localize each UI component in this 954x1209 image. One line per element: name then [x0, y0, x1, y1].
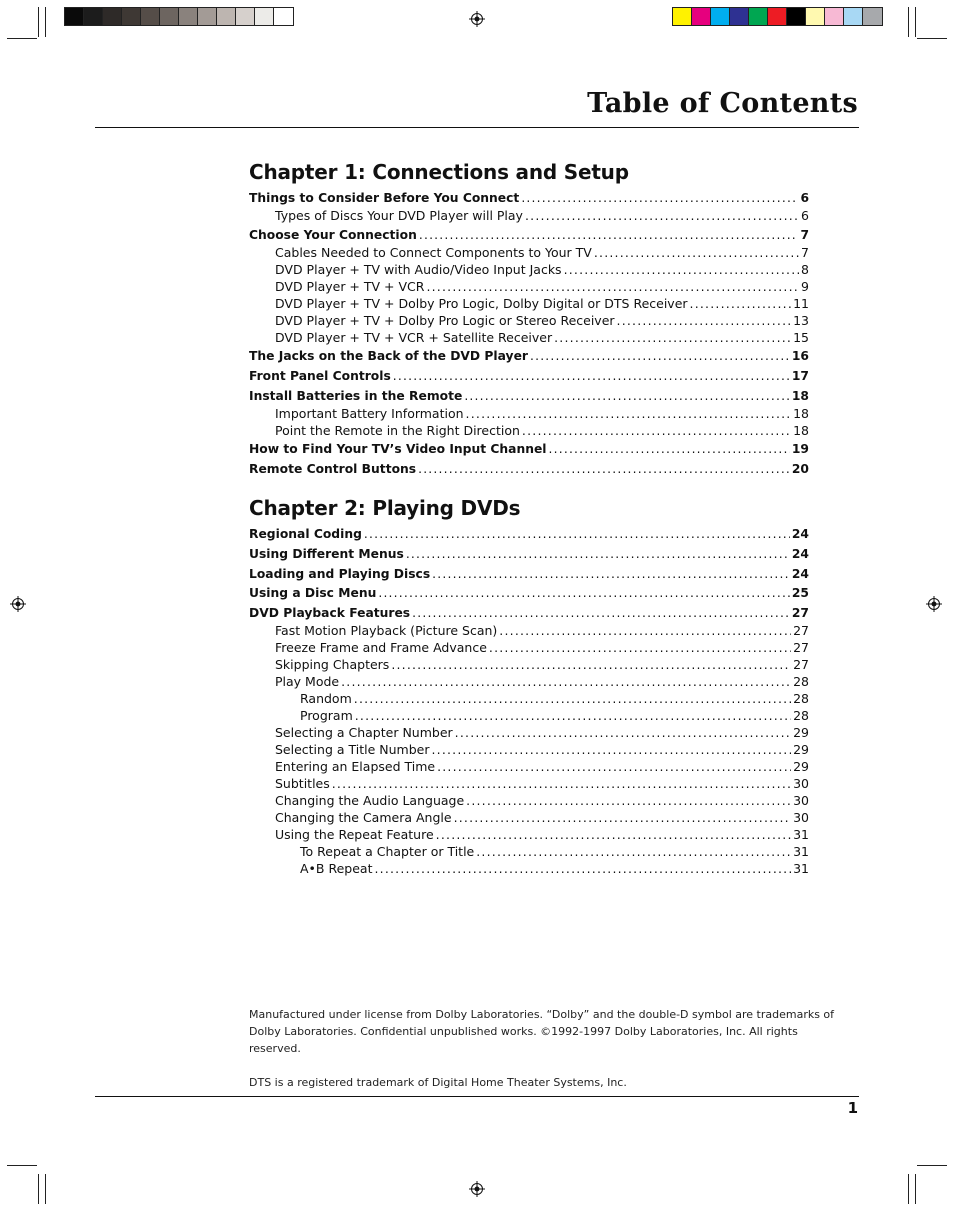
toc-entry-page: 19: [791, 442, 809, 457]
toc-entry-label: Choose Your Connection: [249, 227, 417, 242]
footer-rule: [95, 1096, 859, 1097]
gray-swatch: [84, 8, 103, 25]
dts-trademark-notice: DTS is a registered trademark of Digital Home Theater Systems, Inc.: [249, 1076, 627, 1089]
gray-swatch: [217, 8, 236, 25]
toc-entry-page: 27: [793, 656, 809, 672]
color-swatch: [806, 8, 825, 25]
dot-leader: [341, 673, 791, 690]
toc-entry-label: DVD Player + TV + VCR: [275, 278, 425, 294]
grayscale-calibration-bar: [64, 7, 294, 26]
toc-entry[interactable]: [249, 261, 809, 278]
gray-swatch: [141, 8, 160, 25]
dot-leader: [466, 405, 792, 422]
toc-entry-page: 24: [791, 546, 809, 561]
toc-entry-label: Types of Discs Your DVD Player will Play: [275, 208, 523, 223]
toc-entry[interactable]: [249, 775, 809, 792]
toc-entry[interactable]: [249, 422, 809, 439]
registration-mark-icon: [469, 1181, 485, 1197]
color-swatch: [844, 8, 863, 25]
toc-entry-page: 29: [793, 758, 809, 774]
toc-entry[interactable]: [249, 278, 809, 295]
toc-entry[interactable]: [249, 639, 809, 656]
toc-entry-page: 30: [793, 809, 809, 825]
table-of-contents: [249, 158, 809, 893]
toc-entry-page: 25: [791, 586, 809, 601]
toc-entry[interactable]: [249, 843, 809, 860]
dot-leader: [437, 758, 791, 775]
dolby-trademark-notice: Manufactured under license from Dolby Laboratories. “Dolby” and the double-D symbol are trademarks of Dolby Laboratories. Confidential unpublished works. ©1992-1997 Dolby Laboratories, Inc. All rights reserved.: [249, 1008, 835, 1055]
gray-swatch: [255, 8, 274, 25]
toc-entry-page: 24: [791, 566, 809, 581]
dot-leader: [489, 639, 791, 656]
dot-leader: [594, 244, 799, 261]
toc-entry-page: 30: [793, 792, 809, 808]
dot-leader: [530, 348, 790, 365]
toc-entry-label: Random: [300, 690, 352, 706]
toc-entry-label: DVD Player + TV + Dolby Pro Logic or Stereo Receiver: [275, 312, 615, 328]
chapter-heading: Chapter 1: Connections and Setup: [249, 160, 629, 184]
toc-entry-label: DVD Playback Features: [249, 605, 411, 620]
dot-leader: [499, 622, 791, 639]
toc-entry-label: A•B Repeat: [300, 860, 373, 876]
toc-entry-label: Fast Motion Playback (Picture Scan): [275, 622, 498, 638]
toc-entry-page: 24: [791, 527, 809, 542]
toc-entry-page: 6: [801, 208, 809, 223]
toc-entry-label: Remote Control Buttons: [249, 462, 417, 477]
color-calibration-bar: [672, 7, 883, 26]
toc-entry-page: 8: [801, 261, 809, 277]
toc-entry[interactable]: [249, 758, 809, 775]
toc-entry-label: Cables Needed to Connect Components to Your TV: [275, 244, 592, 260]
toc-entry-page: 7: [800, 227, 809, 242]
dot-leader: [690, 295, 792, 312]
toc-entry-page: 27: [793, 639, 809, 655]
toc-entry-page: 28: [793, 690, 809, 706]
toc-entry-label: Install Batteries in the Remote: [249, 388, 463, 403]
dot-leader: [464, 388, 790, 405]
dot-leader: [476, 843, 791, 860]
toc-entry-label: Important Battery Information: [275, 405, 464, 421]
toc-entry[interactable]: [249, 207, 809, 224]
toc-entry-page: 11: [793, 295, 809, 311]
toc-entry-page: 18: [793, 405, 809, 421]
toc-entry-label: Front Panel Controls: [249, 369, 391, 384]
toc-entry[interactable]: [249, 792, 809, 809]
color-swatch: [863, 8, 882, 25]
toc-entry[interactable]: [249, 860, 809, 877]
registration-mark-icon: [469, 11, 485, 27]
toc-entry[interactable]: [249, 690, 809, 707]
color-swatch: [730, 8, 749, 25]
toc-entry[interactable]: [249, 605, 809, 622]
dot-leader: [393, 368, 790, 385]
dot-leader: [617, 312, 792, 329]
dot-leader: [412, 605, 790, 622]
dot-leader: [418, 461, 790, 478]
toc-entry[interactable]: [249, 741, 809, 758]
toc-entry-label: Selecting a Title Number: [275, 741, 430, 757]
toc-entry-label: Selecting a Chapter Number: [275, 724, 453, 740]
toc-entry-label: DVD Player + TV + Dolby Pro Logic, Dolby Digital or DTS Receiver: [275, 295, 688, 311]
toc-entry-label: Subtitles: [275, 775, 330, 791]
dot-leader: [431, 741, 791, 758]
toc-entry[interactable]: [249, 190, 809, 207]
gray-swatch: [65, 8, 84, 25]
dot-leader: [525, 207, 799, 224]
chapter-heading: Chapter 2: Playing DVDs: [249, 496, 521, 521]
toc-entry[interactable]: [249, 526, 809, 543]
toc-entry-label: DVD Player + TV + VCR + Satellite Receiver: [275, 329, 553, 345]
dot-leader: [378, 585, 790, 602]
toc-entry-label: To Repeat a Chapter or Title: [300, 843, 475, 859]
toc-entry-label: How to Find Your TV’s Video Input Channel: [249, 442, 547, 457]
color-swatch: [787, 8, 806, 25]
toc-entry[interactable]: [249, 368, 809, 385]
toc-entry-label: Using Different Menus: [249, 546, 404, 561]
dot-leader: [364, 526, 790, 543]
toc-entry[interactable]: [249, 295, 809, 312]
toc-entry[interactable]: [249, 546, 809, 563]
toc-entry[interactable]: [249, 826, 809, 843]
toc-entry-label: Changing the Audio Language: [275, 792, 465, 808]
toc-entry-label: Loading and Playing Discs: [249, 566, 431, 581]
toc-entry-label: Regional Coding: [249, 527, 362, 542]
registration-mark-icon: [10, 596, 26, 612]
page-number: 1: [847, 1099, 858, 1117]
toc-entry-label: Play Mode: [275, 673, 340, 689]
toc-entry-page: 28: [793, 707, 809, 723]
color-swatch: [768, 8, 787, 25]
toc-entry-page: 27: [791, 605, 809, 620]
toc-entry-page: 29: [793, 741, 809, 757]
toc-entry-page: 27: [793, 622, 809, 638]
toc-entry[interactable]: [249, 312, 809, 329]
toc-entry[interactable]: [249, 405, 809, 422]
gray-swatch: [179, 8, 198, 25]
gray-swatch: [160, 8, 179, 25]
toc-entry[interactable]: [249, 707, 809, 724]
gray-swatch: [103, 8, 122, 25]
toc-entry[interactable]: [249, 461, 809, 478]
dot-leader: [419, 227, 799, 244]
toc-entry-page: 16: [791, 349, 809, 364]
toc-entry-page: 28: [793, 673, 809, 689]
toc-entry-label: Point the Remote in the Right Direction: [275, 422, 520, 438]
dot-leader: [332, 775, 791, 792]
gray-swatch: [274, 8, 293, 25]
dot-leader: [436, 826, 791, 843]
dot-leader: [374, 860, 791, 877]
toc-entry[interactable]: [249, 585, 809, 602]
toc-entry-label: Using the Repeat Feature: [275, 826, 434, 842]
header-rule: [95, 127, 859, 128]
dot-leader: [521, 190, 798, 207]
toc-entry-page: 6: [800, 191, 809, 205]
toc-entry-page: 29: [793, 724, 809, 740]
toc-entry-label: Freeze Frame and Frame Advance: [275, 639, 487, 655]
toc-entry[interactable]: [249, 724, 809, 741]
gray-swatch: [198, 8, 217, 25]
toc-entry-label: The Jacks on the Back of the DVD Player: [249, 349, 528, 364]
color-swatch: [711, 8, 730, 25]
color-swatch: [749, 8, 768, 25]
toc-entry-label: Changing the Camera Angle: [275, 809, 452, 825]
toc-entry-label: Things to Consider Before You Connect: [249, 191, 520, 205]
toc-entry-page: 7: [801, 244, 809, 260]
color-swatch: [692, 8, 711, 25]
toc-entry-page: 15: [793, 329, 809, 345]
color-swatch: [825, 8, 844, 25]
dot-leader: [406, 546, 790, 563]
toc-entry[interactable]: [249, 622, 809, 639]
dot-leader: [426, 278, 799, 295]
dot-leader: [455, 724, 791, 741]
toc-entry-label: Skipping Chapters: [275, 656, 390, 672]
gray-swatch: [122, 8, 141, 25]
toc-entry[interactable]: [249, 441, 809, 458]
toc-entry[interactable]: [249, 388, 809, 405]
dot-leader: [522, 422, 791, 439]
toc-entry-page: 31: [793, 826, 809, 842]
dot-leader: [432, 566, 790, 583]
dot-leader: [454, 809, 792, 826]
gray-swatch: [236, 8, 255, 25]
registration-mark-icon: [926, 596, 942, 612]
dot-leader: [466, 792, 791, 809]
toc-entry[interactable]: [249, 348, 809, 365]
toc-entry[interactable]: [249, 227, 809, 244]
toc-entry-page: 31: [793, 843, 809, 859]
chapter-section: [249, 494, 809, 877]
toc-entry-label: Program: [300, 707, 353, 723]
toc-entry-page: 18: [791, 388, 809, 403]
toc-entry-page: 20: [791, 462, 809, 477]
dot-leader: [564, 261, 799, 278]
toc-entry-label: Using a Disc Menu: [249, 586, 377, 601]
toc-entry-page: 17: [791, 369, 809, 384]
toc-entry-page: 18: [793, 422, 809, 438]
page-title: Table of Contents: [587, 88, 858, 119]
dot-leader: [549, 441, 790, 458]
toc-entry-label: DVD Player + TV with Audio/Video Input Jacks: [275, 261, 562, 277]
dot-leader: [391, 656, 791, 673]
toc-entry[interactable]: [249, 673, 809, 690]
chapter-section: [249, 158, 809, 478]
toc-entry[interactable]: [249, 566, 809, 583]
dot-leader: [554, 329, 791, 346]
toc-entry[interactable]: [249, 244, 809, 261]
dot-leader: [354, 690, 791, 707]
toc-entry-page: 31: [793, 860, 809, 876]
toc-entry-label: Entering an Elapsed Time: [275, 758, 436, 774]
toc-entry-page: 13: [793, 312, 809, 328]
toc-entry-page: 9: [801, 278, 809, 294]
color-swatch: [673, 8, 692, 25]
toc-entry[interactable]: [249, 656, 809, 673]
toc-entry-page: 30: [793, 775, 809, 791]
toc-entry[interactable]: [249, 809, 809, 826]
dot-leader: [355, 707, 791, 724]
toc-entry[interactable]: [249, 329, 809, 346]
